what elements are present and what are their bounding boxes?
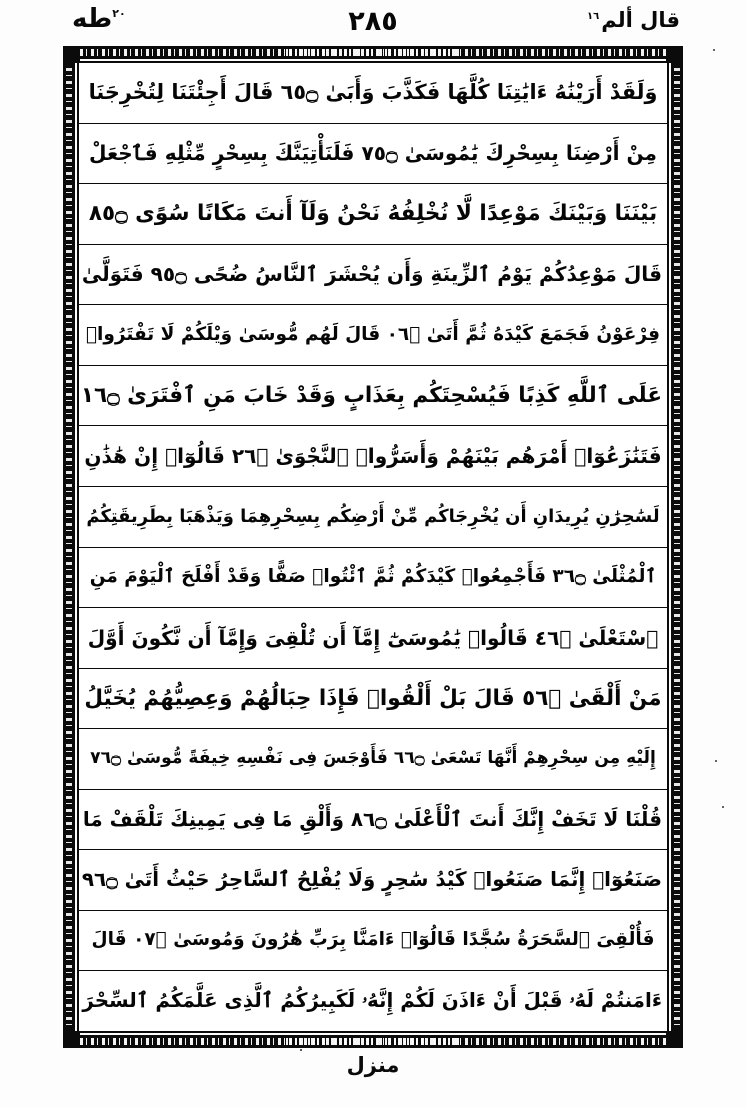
frame-rail-right bbox=[671, 46, 683, 1048]
juz-marker-name: قال ألم bbox=[601, 8, 680, 32]
ayah-line-text: بَيْنَنَا وَبَيْنَكَ مَوْعِدًا لَّا نُخْلِفُهُ نَحْنُ وَلَآ أَنتَ مَكَانًا سُوًى ۝٥٨ bbox=[88, 201, 658, 227]
ink-speck bbox=[722, 806, 724, 808]
frame-band-top bbox=[63, 46, 683, 59]
ayah-line bbox=[79, 487, 667, 548]
ayah-line-text: وَلَقَدْ أَرَيْنَٰهُ ءَايَٰتِنَا كُلَّهَا فَكَذَّبَ وَأَبَىٰ ۝٥٦ قَالَ أَجِئْتَنَا لِتُخْرِجَنَا bbox=[88, 80, 658, 105]
ayah-line bbox=[79, 426, 667, 487]
ayah-line-text: صَنَعُوٓا۟ إِنَّمَا صَنَعُوا۟ كَيْدُ سَٰحِرٍ وَلَا يُفْلِحُ ٱلسَّاحِرُ حَيْثُ أَتَىٰ ۝٦٩ bbox=[81, 868, 662, 892]
chain-ornament-left bbox=[66, 68, 72, 1026]
ayah-line-text: فَأُلْقِىَ ٱلسَّحَرَةُ سُجَّدًا قَالُوٓا۟ ءَامَنَّا بِرَبِّ هَٰرُونَ وَمُوسَىٰ ۝٧٠ قَالَ bbox=[91, 929, 655, 951]
page-footer bbox=[0, 1055, 746, 1076]
ayah-line bbox=[79, 124, 667, 185]
surah-marker-name: طه bbox=[72, 4, 113, 34]
chain-ornament-right bbox=[674, 68, 680, 1026]
ayah-line bbox=[79, 366, 667, 427]
ayah-line bbox=[79, 245, 667, 306]
ink-speck bbox=[300, 1049, 302, 1051]
ayah-line-text: مِنْ أَرْضِنَا بِسِحْرِكَ يَٰمُوسَىٰ ۝٥٧ فَلَنَأْتِيَنَّكَ بِسِحْرٍ مِّثْلِهِ فَٱجْعَلْ bbox=[89, 141, 657, 166]
ayah-line bbox=[79, 63, 667, 124]
surah-marker-number: ٢٠ bbox=[112, 7, 126, 21]
ayah-line bbox=[79, 850, 667, 911]
ayah-text-block bbox=[77, 61, 669, 1033]
ayah-line-text: ءَامَنتُمْ لَهُۥ قَبْلَ أَنْ ءَاذَنَ لَكُمْ إِنَّهُۥ لَكَبِيرُكُمُ ٱلَّذِى عَلَّمَكُمُ ٱلسِّحْرَ bbox=[82, 989, 662, 1013]
ink-speck bbox=[713, 49, 715, 51]
ayah-line-text: عَلَى ٱللَّهِ كَذِبًا فَيُسْحِتَكُم بِعَذَابٍ وَقَدْ خَابَ مَنِ ٱفْتَرَىٰ ۝٦١ bbox=[80, 382, 662, 408]
ayah-line-text: فِرْعَوْنُ فَجَمَعَ كَيْدَهُ ثُمَّ أَتَىٰ ۝٦٠ قَالَ لَهُم مُّوسَىٰ وَيْلَكُمْ لَا تَفْتَرُوا۟ bbox=[85, 323, 661, 345]
page-number: ٢٨٥ bbox=[348, 6, 398, 37]
juz-marker bbox=[587, 10, 680, 31]
ayah-line bbox=[79, 729, 667, 790]
ayah-line bbox=[79, 184, 667, 245]
page-header bbox=[0, 0, 746, 52]
frame-corner-bottom-right bbox=[666, 1031, 683, 1048]
ayah-line-text: مَنْ أَلْقَىٰ ۝٦٥ قَالَ بَلْ أَلْقُوا۟ فَإِذَا حِبَالُهُمْ وَعِصِيُّهُمْ يُخَيَّلُ bbox=[84, 685, 662, 711]
chain-ornament-bottom-center bbox=[286, 1038, 460, 1045]
frame-band-bottom bbox=[63, 1035, 683, 1048]
frame-corner-bottom-left bbox=[63, 1031, 80, 1048]
manzil-marker: منزل bbox=[346, 1053, 400, 1077]
frame-rail-left bbox=[63, 46, 75, 1048]
ayah-line-text: لَسَٰحِرَٰنِ يُرِيدَانِ أَن يُخْرِجَاكُم مِّنْ أَرْضِكُم بِسِحْرِهِمَا وَيَذْهَبَا بِطَرِيقَتِكُمُ bbox=[86, 505, 660, 527]
ayah-line bbox=[79, 548, 667, 609]
ayah-line-text: ٱلْمُثْلَىٰ ۝٦٣ فَأَجْمِعُوا۟ كَيْدَكُمْ ثُمَّ ٱئْتُوا۟ صَفًّا وَقَدْ أَفْلَحَ ٱلْيَوْمَ مَنِ bbox=[89, 566, 657, 588]
ayah-line bbox=[79, 790, 667, 851]
ayah-line-text: قُلْنَا لَا تَخَفْ إِنَّكَ أَنتَ ٱلْأَعْلَىٰ ۝٦٨ وَأَلْقِ مَا فِى يَمِينِكَ تَلْقَفْ مَا bbox=[82, 807, 662, 831]
juz-marker-number: ١٦ bbox=[587, 11, 600, 22]
ayah-line-text: فَتَنَٰزَعُوٓا۟ أَمْرَهُم بَيْنَهُمْ وَأَسَرُّوا۟ ٱلنَّجْوَىٰ ۝٦٢ قَالُوٓا۟ إِنْ هَٰذَٰنِ bbox=[84, 444, 662, 469]
ayah-line bbox=[79, 971, 667, 1031]
ayah-line-text: إِلَيْهِ مِن سِحْرِهِمْ أَنَّهَا تَسْعَىٰ ۝٦٦ فَأَوْجَسَ فِى نَفْسِهِ خِيفَةً مُّوسَىٰ ۝٦٧ bbox=[90, 748, 656, 769]
page-frame bbox=[63, 46, 683, 1048]
ayah-line-text: ٱسْتَعْلَىٰ ۝٦٤ قَالُوا۟ يَٰمُوسَىٰٓ إِمَّآ أَن تُلْقِىَ وَإِمَّآ أَن نَّكُونَ أَوَّلَ bbox=[87, 625, 659, 650]
ayah-line bbox=[79, 608, 667, 669]
ayah-line bbox=[79, 305, 667, 366]
ayah-line bbox=[79, 669, 667, 730]
ayah-line bbox=[79, 911, 667, 972]
ayah-line-text: قَالَ مَوْعِدُكُمْ يَوْمُ ٱلزِّينَةِ وَأَن يُحْشَرَ ٱلنَّاسُ ضُحًى ۝٥٩ فَتَوَلَّىٰ bbox=[81, 262, 662, 287]
ink-speck bbox=[715, 760, 717, 762]
chain-ornament-top-center bbox=[286, 49, 460, 56]
